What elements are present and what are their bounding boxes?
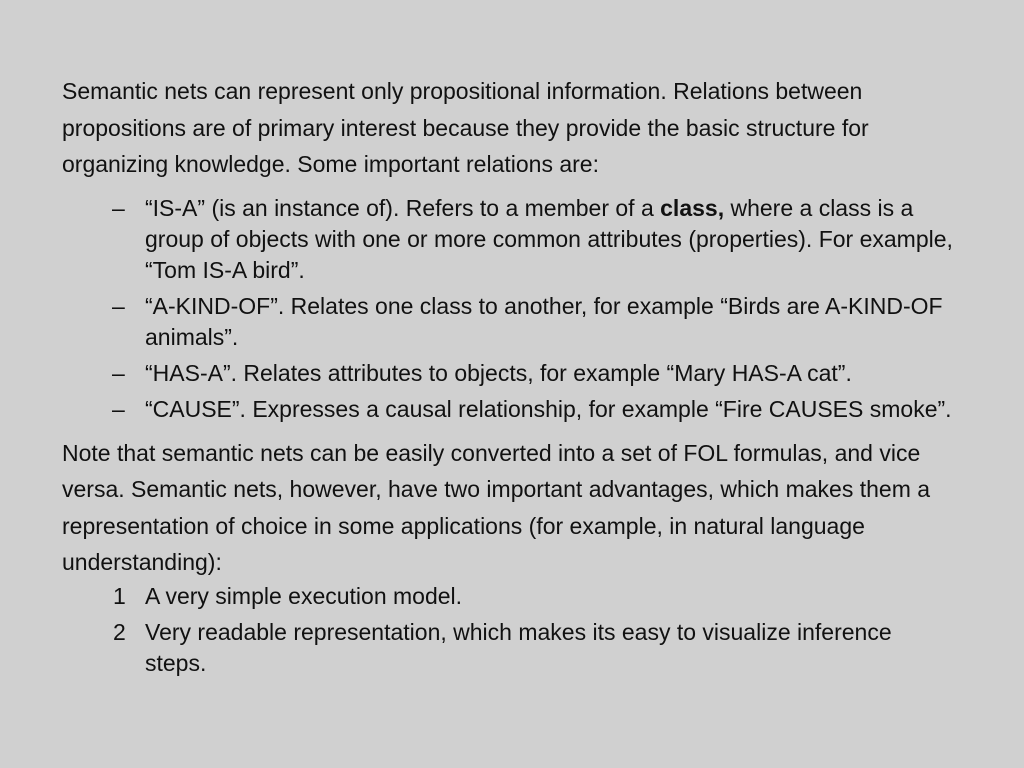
relation-text: “A-KIND-OF”. Relates one class to another, for example “Birds are A-KIND-OF animals”. — [145, 292, 943, 350]
advantages-list — [62, 581, 974, 679]
dash-marker: – — [112, 395, 125, 422]
number-marker: 1 — [113, 582, 126, 609]
dash-marker: – — [112, 359, 125, 386]
advantage-item — [62, 617, 955, 679]
relation-item-has-a — [62, 358, 955, 389]
intro-paragraph: Semantic nets can represent only propositional information. Relations between propositions are of primary interest because they provide the basic structure for organizing knowledge. Some important relations are: — [62, 78, 869, 177]
relation-item-cause — [62, 394, 955, 425]
advantage-text: A very simple execution model. — [145, 582, 463, 609]
note-paragraph: Note that semantic nets can be easily converted into a set of FOL formulas, and vice versa. Semantic nets, however, have two important advantages, which makes them a representation of choice in some applications (for example, in natural language understanding): — [62, 439, 931, 575]
relation-item-is-a — [62, 193, 955, 286]
relations-list — [62, 193, 974, 425]
advantage-text: Very readable representation, which makes its easy to visualize inference steps. — [145, 618, 892, 676]
number-marker: 2 — [113, 618, 126, 645]
dash-marker: – — [112, 194, 125, 221]
relation-text: “CAUSE”. Expresses a causal relationship, for example “Fire CAUSES smoke”. — [145, 395, 952, 422]
relation-bold-term: class, — [660, 194, 725, 221]
advantage-item — [62, 581, 955, 612]
relation-text: “IS-A” (is an instance of). Refers to a member of a — [145, 194, 661, 221]
relation-text: where a class is a group of objects with one or more common attributes (properties). For example, “Tom IS-A bird”. — [145, 194, 953, 283]
relation-item-a-kind-of — [62, 291, 955, 353]
dash-marker: – — [112, 292, 125, 319]
relation-text: “HAS-A”. Relates attributes to objects, for example “Mary HAS-A cat”. — [145, 359, 852, 386]
